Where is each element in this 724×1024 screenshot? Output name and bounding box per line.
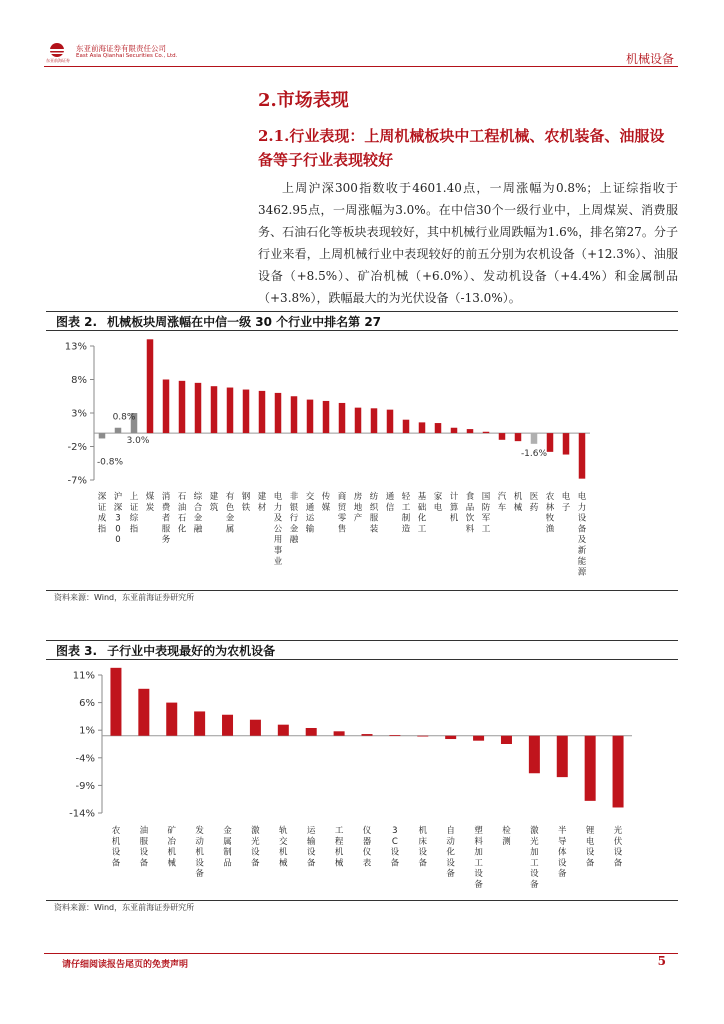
bar <box>547 433 554 452</box>
x-tick-label: 金属制品 <box>223 826 232 869</box>
bar <box>371 408 378 433</box>
figure2-title: 机械板块周涨幅在中信一级 30 个行业中排名第 27 <box>107 315 382 329</box>
bar <box>307 400 314 434</box>
bar <box>306 728 317 736</box>
bar <box>563 433 570 454</box>
bar <box>483 432 490 433</box>
x-tick-label: 沪深 3 0 0 <box>113 492 123 546</box>
bar <box>99 433 106 438</box>
bar <box>362 734 373 736</box>
y-tick-label: -2% <box>67 442 87 453</box>
bar <box>499 433 506 440</box>
bar <box>417 736 428 737</box>
y-tick-label: -9% <box>75 780 95 792</box>
data-label: 3.0% <box>126 436 150 447</box>
y-tick-label: 3% <box>71 408 87 420</box>
x-tick-label: 房地产 <box>353 492 363 524</box>
x-tick-label: 钢铁 <box>241 492 251 513</box>
x-tick-label: 石油石化 <box>177 492 187 535</box>
bar <box>194 711 205 735</box>
figure2-number: 图表 2. <box>56 315 98 329</box>
bar <box>250 720 261 736</box>
x-tick-label: 纺织服装 <box>369 492 379 535</box>
x-tick-label: 非银行金融 <box>289 492 299 546</box>
bar <box>323 401 330 433</box>
x-tick-label: 有色金属 <box>225 492 235 535</box>
y-tick-label: 11% <box>72 670 95 682</box>
y-tick-label: -7% <box>67 475 87 487</box>
x-tick-label: 汽车 <box>497 492 507 513</box>
x-tick-label: 半导体设备 <box>558 826 567 880</box>
x-tick-label: 通信 <box>385 492 395 513</box>
bar <box>515 433 522 441</box>
x-tick-label: 轻工制造 <box>401 492 411 535</box>
bar <box>389 735 400 736</box>
x-tick-label: 工程机械 <box>334 826 344 869</box>
bar <box>179 381 186 433</box>
x-tick-label: 食品饮料 <box>465 492 475 535</box>
x-tick-label: 塑料加工设备 <box>474 826 483 890</box>
section-subtitle: 2.1.行业表现：上周机械板块中工程机械、农机装备、油服设备等子行业表现较好 <box>258 127 665 169</box>
x-tick-label: 家电 <box>433 492 443 513</box>
x-tick-label: 机械 <box>513 492 523 513</box>
x-tick-label: 农机设备 <box>111 826 121 869</box>
bar <box>445 736 456 739</box>
x-tick-label: 机床设备 <box>418 826 428 869</box>
bar <box>195 383 202 433</box>
bar <box>227 388 234 434</box>
bar <box>211 386 218 433</box>
x-tick-label: 消费者服务 <box>161 492 171 546</box>
figure3-number: 图表 3. <box>56 644 98 658</box>
x-tick-label: 深证成指 <box>97 492 107 535</box>
figure3-source-divider <box>46 900 678 901</box>
figure3-chart <box>46 663 678 897</box>
footer-disclaimer: 请仔细阅读报告尾页的免责声明 <box>62 960 189 970</box>
x-tick-label: 电力及公用事业 <box>273 492 283 567</box>
data-label: 0.8% <box>112 412 136 423</box>
x-tick-label: 3 C 设备 <box>390 826 400 869</box>
bar <box>222 715 233 736</box>
x-tick-label: 激光设备 <box>251 826 260 869</box>
figure2-source: 资料来源：Wind，东亚前海证券研究所 <box>54 593 195 602</box>
bar <box>403 420 410 433</box>
company-logo <box>46 42 216 64</box>
bar <box>339 403 346 433</box>
y-tick-label: 8% <box>71 375 87 386</box>
company-name-en: East Asia Qianhai Securities Co., Ltd. <box>76 53 178 59</box>
bar <box>166 703 177 736</box>
x-tick-label: 国防军工 <box>481 492 491 535</box>
x-tick-label: 轨交机械 <box>279 826 288 869</box>
bar <box>275 393 282 433</box>
x-tick-label: 激光加工设备 <box>530 826 539 890</box>
x-tick-label: 电力设备及新能源 <box>577 492 587 578</box>
bar <box>387 410 394 433</box>
bar <box>529 736 540 774</box>
bar <box>557 736 568 777</box>
figure2-source-divider <box>46 590 678 591</box>
logo-subtext: 东亚前海证券 <box>46 58 70 63</box>
figure3-title: 子行业中表现最好的为农机设备 <box>107 644 276 658</box>
bar <box>501 736 512 744</box>
bar <box>613 736 624 808</box>
data-label: -1.6% <box>520 448 548 459</box>
footer-divider <box>44 953 678 954</box>
x-tick-label: 基础化工 <box>417 492 427 535</box>
figure2-chart <box>46 334 678 589</box>
bar <box>355 408 362 433</box>
x-tick-label: 电子 <box>561 492 571 513</box>
figure2-title-bar <box>46 311 678 331</box>
section-paragraph: 上周沪深300指数收于4601.40点，一周涨幅为0.8%；上证综指收于3462.95点，一周涨幅为3.0%。在中信30个一级行业中，上周煤炭、消费服务、石油石化等板块表现较好，其中机械行业周跌幅为1.6%，排名第27。分子行业来看，上周机械行业中表现较好的前五分别为农机设备（+12.3%）、油服设备（+8.5%）、矿冶机械（+6.0%）、发动机设备（+4.4%）和金属制品（+3.8%），跌幅最大的为光伏设备（-13.0%）。 <box>258 181 678 305</box>
x-tick-label: 商贸零售 <box>337 492 347 535</box>
bar <box>531 433 538 444</box>
x-tick-label: 检测 <box>502 826 511 847</box>
x-tick-label: 医药 <box>529 492 539 513</box>
x-tick-label: 上证综指 <box>129 492 139 535</box>
bar <box>259 391 266 433</box>
section-title: 2.市场表现 <box>258 90 349 111</box>
figure3-source: 资料来源：Wind，东亚前海证券研究所 <box>54 903 195 912</box>
bar <box>473 736 484 741</box>
sector-label: 机械设备 <box>625 52 674 66</box>
bar <box>334 731 345 735</box>
bar <box>291 396 298 433</box>
bar <box>243 390 250 434</box>
bar <box>163 380 170 434</box>
bar <box>585 736 596 801</box>
bar <box>579 433 586 479</box>
x-tick-label: 交通运输 <box>305 492 315 535</box>
x-tick-label: 农林牧渔 <box>545 492 555 535</box>
y-tick-label: 1% <box>79 725 95 737</box>
bar <box>451 428 458 433</box>
x-tick-label: 运输设备 <box>306 826 316 869</box>
bar <box>435 423 442 433</box>
x-tick-label: 光伏设备 <box>613 826 623 869</box>
y-tick-label: -14% <box>69 808 95 820</box>
x-tick-label: 计算机 <box>449 492 459 524</box>
x-tick-label: 传媒 <box>321 492 331 513</box>
bar <box>278 725 289 736</box>
figure3-title-bar <box>46 640 678 660</box>
bar <box>419 422 426 433</box>
company-name-cn: 东亚前海证券有限责任公司 <box>76 44 166 53</box>
x-tick-label: 油服设备 <box>139 826 149 869</box>
x-tick-label: 仪器仪表 <box>362 826 372 869</box>
y-tick-label: 13% <box>64 341 87 353</box>
x-tick-label: 矿冶机械 <box>167 826 176 869</box>
y-tick-label: -4% <box>75 753 95 765</box>
bar <box>115 428 122 433</box>
page-number: 5 <box>657 954 666 968</box>
bar <box>467 429 474 433</box>
x-tick-label: 煤炭 <box>145 492 155 513</box>
bar <box>138 689 149 736</box>
x-tick-label: 自动化设备 <box>446 826 455 880</box>
bar <box>147 339 154 433</box>
data-label: -0.8% <box>96 457 124 468</box>
x-tick-label: 锂电设备 <box>585 826 595 869</box>
header-divider <box>44 66 678 67</box>
bar <box>110 668 121 736</box>
x-tick-label: 发动机设备 <box>195 826 204 880</box>
x-tick-label: 建材 <box>257 492 267 513</box>
x-tick-label: 综合金融 <box>193 492 203 535</box>
x-tick-label: 建筑 <box>209 492 219 513</box>
y-tick-label: 6% <box>79 698 95 710</box>
